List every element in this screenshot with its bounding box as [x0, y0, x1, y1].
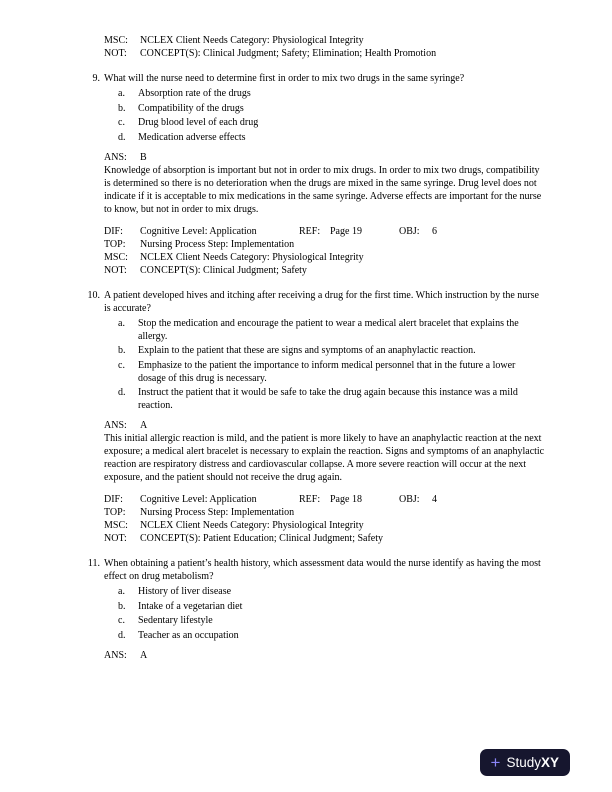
option-c: [118, 359, 545, 385]
meta-value: 4: [432, 494, 437, 505]
options-list: [104, 87, 545, 144]
studyxy-logo: [480, 749, 570, 776]
meta-value: CONCEPT(S): Clinical Judgment; Safety; Elimination; Health Promotion: [140, 48, 437, 59]
meta-tag: DIF:: [104, 494, 123, 505]
meta-tag: DIF:: [104, 225, 123, 237]
option-text: Intake of a vegetarian diet: [138, 600, 243, 612]
meta-tag: OBJ:: [399, 225, 420, 237]
option-c: [118, 116, 545, 129]
answer-value: A: [140, 649, 148, 661]
meta-value: CONCEPT(S): Patient Education; Clinical Judgment; Safety: [140, 533, 384, 544]
question-body: [104, 289, 545, 546]
option-b: [118, 344, 545, 357]
option-d: [118, 131, 545, 144]
option-c: [118, 614, 545, 627]
meta-tag: NOT:: [104, 264, 127, 276]
meta-msc-line: [104, 519, 545, 532]
option-text: Stop the medication and encourage the patient to wear a medical alert bracelet that explains the allergy.: [138, 317, 519, 342]
logo-text-study: Study: [506, 755, 541, 770]
question-number: 11.: [87, 558, 100, 569]
meta-tag: TOP:: [104, 507, 126, 518]
meta-top-line: [104, 238, 545, 251]
option-text: Medication adverse effects: [138, 131, 246, 143]
continuation-meta-msc: [104, 34, 552, 47]
rationale: Knowledge of absorption is important but not in order to mix drugs. In order to mix two drugs, compatibility is determined so there is no deterioration when the drugs are mixed in the same syringe. Drug level does not indicate if it is acceptable to mix medications in the same syringe. Adverse effects are important for the nurse to know, but not in order to mix drugs.: [104, 164, 542, 215]
option-d: [118, 629, 545, 642]
meta-not-line: [104, 532, 545, 545]
answer-tag: ANS:: [104, 649, 127, 661]
answer-value: B: [140, 151, 147, 163]
question-stem: When obtaining a patient’s health history, which assessment data would the nurse identify as having the most effect on drug metabolism?: [104, 558, 541, 582]
question-body: [104, 557, 545, 662]
meta-value: Page 18: [330, 494, 362, 505]
question-body: [104, 72, 545, 277]
answer-tag: ANS:: [104, 151, 127, 163]
option-letter: c.: [118, 117, 125, 128]
option-text: Compatibility of the drugs: [138, 102, 244, 114]
option-letter: b.: [118, 600, 126, 612]
plus-icon: +: [490, 753, 501, 772]
option-letter: b.: [118, 102, 126, 114]
option-letter: d.: [118, 131, 126, 143]
option-a: [118, 317, 545, 343]
option-text: Teacher as an occupation: [138, 629, 239, 641]
question-meta: [104, 493, 545, 545]
option-a: [118, 87, 545, 100]
option-text: History of liver disease: [138, 586, 232, 597]
option-letter: b.: [118, 345, 126, 356]
meta-tag: REF:: [299, 225, 321, 237]
question-number: 10.: [87, 289, 100, 301]
meta-value: NCLEX Client Needs Category: Physiological Integrity: [140, 35, 364, 46]
question-block-9: [85, 72, 552, 277]
meta-value: CONCEPT(S): Clinical Judgment; Safety: [140, 264, 307, 276]
meta-value: Page 19: [330, 225, 362, 237]
meta-value: Nursing Process Step: Implementation: [140, 507, 295, 518]
option-text: Drug blood level of each drug: [138, 117, 259, 128]
meta-dif-line: [104, 493, 545, 506]
answer-tag: ANS:: [104, 420, 127, 431]
continuation-meta-not: [104, 47, 552, 60]
answer-line: [104, 419, 545, 432]
question-block-10: [85, 289, 552, 546]
meta-tag: NOT:: [104, 533, 127, 544]
option-b: [118, 102, 545, 115]
meta-tag: MSC:: [104, 520, 128, 531]
option-letter: a.: [118, 317, 125, 329]
option-letter: a.: [118, 88, 125, 99]
options-list: [104, 317, 545, 413]
meta-value: 6: [432, 225, 437, 237]
answer-line: [104, 151, 545, 164]
option-text: Instruct the patient that it would be safe to take the drug again because this instance was a mild reaction.: [138, 387, 518, 411]
option-letter: d.: [118, 629, 126, 641]
answer-line: [104, 649, 545, 662]
question-stem: A patient developed hives and itching after receiving a drug for the first time. Which instruction by the nurse is accurate?: [104, 289, 539, 314]
meta-dif-line: [104, 225, 545, 238]
option-letter: a.: [118, 586, 125, 597]
option-text: Sedentary lifestyle: [138, 615, 213, 626]
meta-tag: REF:: [299, 494, 321, 505]
answer-value: A: [140, 420, 148, 431]
meta-value: Nursing Process Step: Implementation: [140, 238, 295, 250]
meta-tag: MSC:: [104, 251, 128, 263]
rationale: This initial allergic reaction is mild, and the patient is more likely to have an anaphylactic reaction at the next exposure; a medical alert bracelet is necessary to explain the reaction. Signs and symptoms of an anaphylactic reaction are respiratory distress and cardiovascular collapse. A more severe reaction will occur at the next exposure, and the patient should not receive the drug again.: [104, 433, 545, 483]
meta-value: NCLEX Client Needs Category: Physiological Integrity: [140, 251, 364, 263]
option-text: Explain to the patient that these are signs and symptoms of an anaphylactic reaction.: [138, 345, 476, 356]
option-b: [118, 600, 545, 613]
meta-msc-line: [104, 251, 545, 264]
option-letter: c.: [118, 615, 125, 626]
meta-tag: TOP:: [104, 238, 126, 250]
question-stem: What will the nurse need to determine first in order to mix two drugs in the same syringe?: [104, 73, 465, 84]
meta-value: NCLEX Client Needs Category: Physiological Integrity: [140, 520, 364, 531]
meta-top-line: [104, 506, 545, 519]
meta-tag: OBJ:: [399, 494, 420, 505]
option-a: [118, 585, 545, 598]
option-text: Emphasize to the patient the importance to inform medical personnel that in the future a lower dosage of this drug is necessary.: [138, 359, 516, 384]
meta-tag: NOT:: [104, 48, 127, 59]
meta-value: Cognitive Level: Application: [140, 494, 257, 505]
meta-tag: MSC:: [104, 35, 128, 46]
logo-text-xy: XY: [540, 755, 559, 770]
question-block-11: [85, 557, 552, 662]
meta-not-line: [104, 264, 545, 277]
meta-value: Cognitive Level: Application: [140, 225, 257, 237]
option-text: Absorption rate of the drugs: [138, 88, 251, 99]
option-d: [118, 386, 545, 412]
option-letter: d.: [118, 387, 126, 398]
options-list: [104, 585, 545, 642]
option-letter: c.: [118, 359, 125, 371]
question-number: 9.: [92, 73, 100, 84]
question-meta: [104, 225, 545, 277]
